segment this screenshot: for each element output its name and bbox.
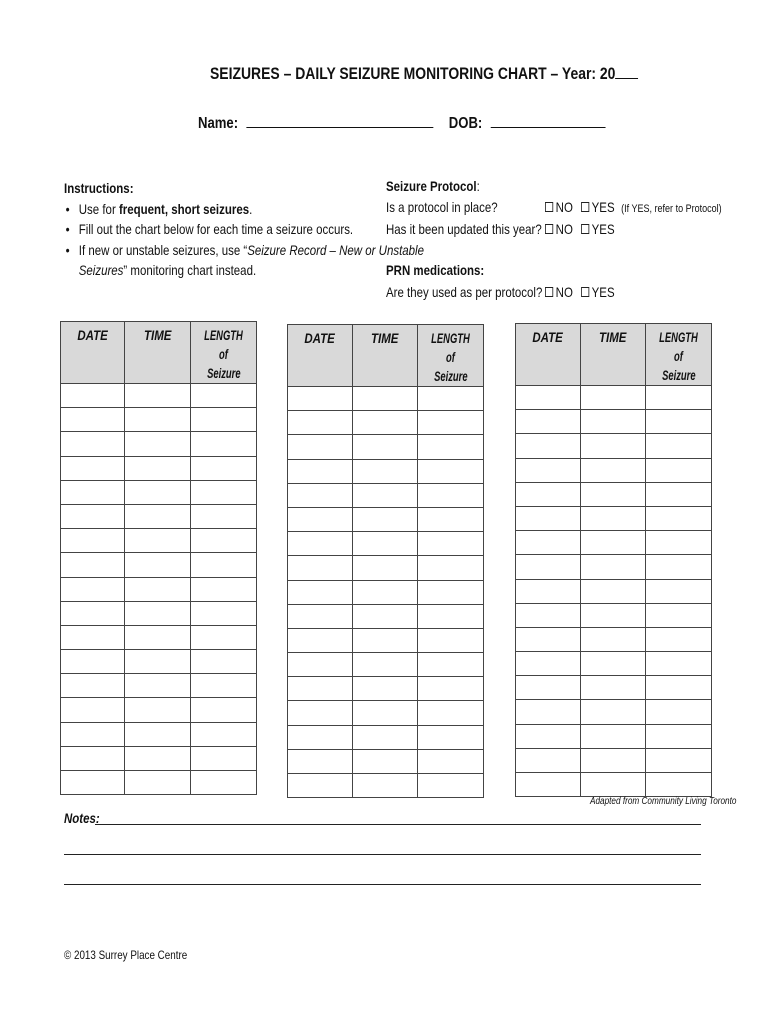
time-cell[interactable]: [125, 456, 191, 480]
table-row: [61, 456, 257, 480]
date-cell[interactable]: [288, 725, 353, 749]
date-cell[interactable]: [288, 556, 353, 580]
date-cell[interactable]: [61, 553, 125, 577]
table-row: [61, 553, 257, 577]
date-cell[interactable]: [288, 411, 353, 435]
length-cell[interactable]: [418, 580, 484, 604]
date-cell[interactable]: [61, 674, 125, 698]
table-row: [516, 531, 712, 555]
table-row: [288, 459, 484, 483]
length-cell[interactable]: [418, 774, 484, 798]
time-cell[interactable]: [581, 555, 646, 579]
date-cell[interactable]: [516, 482, 581, 506]
col-time-header: TIME: [353, 325, 418, 387]
date-cell[interactable]: [61, 601, 125, 625]
time-cell[interactable]: [353, 725, 418, 749]
col-length-header: LENGTH of Seizure: [646, 324, 712, 386]
table-row: [516, 482, 712, 506]
col-length-header: LENGTH of Seizure: [191, 322, 257, 384]
length-cell[interactable]: [191, 746, 257, 770]
table-row: [516, 458, 712, 482]
no-checkbox-3[interactable]: [545, 287, 553, 297]
table-row: [516, 579, 712, 603]
date-cell[interactable]: [288, 749, 353, 773]
col-time-header: TIME: [581, 324, 646, 386]
length-cell[interactable]: [646, 627, 712, 651]
date-cell[interactable]: [61, 384, 125, 408]
notes-label: Notes:: [64, 810, 100, 826]
time-cell[interactable]: [125, 432, 191, 456]
length-cell[interactable]: [418, 435, 484, 459]
length-cell[interactable]: [191, 674, 257, 698]
table-row: [288, 725, 484, 749]
time-cell[interactable]: [581, 579, 646, 603]
protocol-options-1: NO YES (If YES, refer to Protocol): [545, 199, 722, 215]
date-cell[interactable]: [516, 531, 581, 555]
instruction-item-3: • If new or unstable seizures, use “Seizure Record – New or Unstable: [64, 240, 424, 261]
time-cell[interactable]: [581, 410, 646, 434]
time-cell[interactable]: [353, 483, 418, 507]
time-cell[interactable]: [581, 531, 646, 555]
length-cell[interactable]: [418, 725, 484, 749]
time-cell[interactable]: [353, 749, 418, 773]
no-checkbox-1[interactable]: [545, 202, 553, 212]
date-cell[interactable]: [516, 700, 581, 724]
protocol-heading: Seizure Protocol:: [386, 178, 480, 194]
title-text: SEIZURES – DAILY SEIZURE MONITORING CHART – Year: 20: [210, 64, 616, 83]
table-row: [61, 384, 257, 408]
length-cell[interactable]: [191, 432, 257, 456]
date-cell[interactable]: [516, 458, 581, 482]
length-cell[interactable]: [646, 506, 712, 530]
length-cell[interactable]: [646, 434, 712, 458]
date-cell[interactable]: [288, 387, 353, 411]
name-label: Name:: [198, 115, 239, 132]
time-cell[interactable]: [125, 601, 191, 625]
length-cell[interactable]: [418, 749, 484, 773]
table-row: [516, 506, 712, 530]
table-row: [288, 774, 484, 798]
instructions-block: [64, 178, 424, 281]
name-field[interactable]: [247, 113, 434, 128]
length-cell[interactable]: [646, 482, 712, 506]
table-row: [61, 601, 257, 625]
table-row: [516, 748, 712, 772]
time-cell[interactable]: [581, 700, 646, 724]
table-row: [516, 434, 712, 458]
dob-label: DOB:: [448, 115, 483, 132]
time-cell[interactable]: [353, 387, 418, 411]
date-cell[interactable]: [61, 722, 125, 746]
col-date-header: DATE: [61, 322, 125, 384]
date-cell[interactable]: [288, 435, 353, 459]
protocol-question-3: Are they used as per protocol?: [386, 284, 543, 300]
date-cell[interactable]: [288, 459, 353, 483]
date-cell[interactable]: [288, 653, 353, 677]
date-cell[interactable]: [288, 483, 353, 507]
table-row: [288, 749, 484, 773]
table-row: [61, 625, 257, 649]
length-cell[interactable]: [646, 724, 712, 748]
date-cell[interactable]: [61, 480, 125, 504]
date-cell[interactable]: [288, 774, 353, 798]
date-cell[interactable]: [516, 627, 581, 651]
table-row: [288, 580, 484, 604]
date-cell[interactable]: [61, 698, 125, 722]
time-cell[interactable]: [125, 577, 191, 601]
length-cell[interactable]: [191, 384, 257, 408]
time-cell[interactable]: [581, 482, 646, 506]
table-row: [516, 410, 712, 434]
table-row: [288, 556, 484, 580]
table-row: [288, 628, 484, 652]
time-cell[interactable]: [581, 676, 646, 700]
table-row: [61, 698, 257, 722]
table-row: [61, 771, 257, 795]
date-cell[interactable]: [516, 506, 581, 530]
date-cell[interactable]: [61, 529, 125, 553]
time-cell[interactable]: [125, 384, 191, 408]
time-cell[interactable]: [353, 580, 418, 604]
time-cell[interactable]: [125, 771, 191, 795]
table-row: [288, 387, 484, 411]
date-cell[interactable]: [61, 408, 125, 432]
adapted-credit: Adapted from Community Living Toronto: [590, 796, 737, 807]
date-cell[interactable]: [61, 456, 125, 480]
length-cell[interactable]: [418, 532, 484, 556]
date-cell[interactable]: [516, 555, 581, 579]
length-cell[interactable]: [646, 700, 712, 724]
time-cell[interactable]: [125, 698, 191, 722]
date-cell[interactable]: [288, 701, 353, 725]
table-row: [288, 483, 484, 507]
time-cell[interactable]: [125, 625, 191, 649]
length-cell[interactable]: [191, 456, 257, 480]
date-cell[interactable]: [516, 410, 581, 434]
length-cell[interactable]: [418, 604, 484, 628]
date-cell[interactable]: [516, 386, 581, 410]
date-cell[interactable]: [288, 580, 353, 604]
length-cell[interactable]: [191, 529, 257, 553]
length-cell[interactable]: [646, 676, 712, 700]
table-row: [516, 603, 712, 627]
time-cell[interactable]: [125, 408, 191, 432]
protocol-question-1: Is a protocol in place?: [386, 199, 498, 215]
date-cell[interactable]: [516, 652, 581, 676]
table-row: [516, 676, 712, 700]
length-cell[interactable]: [191, 722, 257, 746]
date-cell[interactable]: [516, 579, 581, 603]
table-row: [288, 701, 484, 725]
time-cell[interactable]: [353, 604, 418, 628]
length-cell[interactable]: [418, 483, 484, 507]
date-cell[interactable]: [61, 577, 125, 601]
date-cell[interactable]: [61, 746, 125, 770]
length-cell[interactable]: [191, 480, 257, 504]
time-cell[interactable]: [581, 434, 646, 458]
length-cell[interactable]: [191, 698, 257, 722]
date-cell[interactable]: [516, 603, 581, 627]
length-cell[interactable]: [418, 411, 484, 435]
table-row: [516, 386, 712, 410]
prn-heading: PRN medications:: [386, 262, 485, 278]
time-cell[interactable]: [353, 628, 418, 652]
time-cell[interactable]: [581, 458, 646, 482]
table-row: [516, 627, 712, 651]
protocol-question-2: Has it been updated this year?: [386, 221, 542, 237]
length-cell[interactable]: [418, 507, 484, 531]
time-cell[interactable]: [353, 532, 418, 556]
seizure-table-3: [515, 323, 712, 797]
dob-field[interactable]: [491, 113, 606, 128]
date-cell[interactable]: [516, 724, 581, 748]
length-cell[interactable]: [191, 601, 257, 625]
col-date-header: DATE: [288, 325, 353, 387]
length-cell[interactable]: [418, 387, 484, 411]
table-row: [516, 555, 712, 579]
protocol-options-2: NO YES: [545, 221, 615, 237]
time-cell[interactable]: [125, 529, 191, 553]
table-row: [288, 507, 484, 531]
length-cell[interactable]: [418, 628, 484, 652]
table-row: [288, 532, 484, 556]
time-cell[interactable]: [125, 504, 191, 528]
time-cell[interactable]: [353, 653, 418, 677]
date-cell[interactable]: [61, 432, 125, 456]
instruction-item-2: • Fill out the chart below for each time a seizure occurs.: [64, 219, 424, 240]
time-cell[interactable]: [353, 411, 418, 435]
time-cell[interactable]: [581, 627, 646, 651]
name-dob-row: [198, 113, 606, 133]
length-cell[interactable]: [646, 603, 712, 627]
length-cell[interactable]: [646, 386, 712, 410]
time-cell[interactable]: [125, 722, 191, 746]
time-cell[interactable]: [581, 748, 646, 772]
notes-line-2[interactable]: [64, 854, 701, 855]
time-cell[interactable]: [581, 386, 646, 410]
table-row: [61, 529, 257, 553]
no-checkbox-2[interactable]: [545, 224, 553, 234]
time-cell[interactable]: [125, 746, 191, 770]
protocol-options-3: NO YES: [545, 284, 615, 300]
length-cell[interactable]: [191, 553, 257, 577]
page-title: [210, 64, 638, 84]
table-row: [288, 677, 484, 701]
length-cell[interactable]: [646, 555, 712, 579]
date-cell[interactable]: [61, 650, 125, 674]
time-cell[interactable]: [581, 724, 646, 748]
length-cell[interactable]: [646, 579, 712, 603]
table-row: [61, 674, 257, 698]
table-row: [288, 411, 484, 435]
date-cell[interactable]: [516, 434, 581, 458]
length-cell[interactable]: [646, 458, 712, 482]
length-cell[interactable]: [646, 652, 712, 676]
length-cell[interactable]: [191, 625, 257, 649]
time-cell[interactable]: [353, 677, 418, 701]
time-cell[interactable]: [581, 506, 646, 530]
instruction-item-1: • Use for frequent, short seizures.: [64, 199, 424, 220]
yes-note: (If YES, refer to Protocol): [621, 203, 722, 215]
time-cell[interactable]: [125, 650, 191, 674]
time-cell[interactable]: [353, 435, 418, 459]
date-cell[interactable]: [288, 532, 353, 556]
table-row: [61, 722, 257, 746]
time-cell[interactable]: [125, 553, 191, 577]
date-cell[interactable]: [288, 677, 353, 701]
time-cell[interactable]: [581, 603, 646, 627]
instruction-item-3-cont: Seizures” monitoring chart instead.: [78, 262, 257, 278]
instructions-heading: Instructions:: [64, 180, 134, 196]
table-row: [61, 408, 257, 432]
year-blank[interactable]: [615, 65, 638, 79]
time-cell[interactable]: [353, 556, 418, 580]
table-row: [61, 746, 257, 770]
notes-line-1[interactable]: [95, 824, 701, 825]
table-row: [61, 480, 257, 504]
time-cell[interactable]: [353, 507, 418, 531]
time-cell[interactable]: [581, 773, 646, 797]
table-row: [516, 773, 712, 797]
length-cell[interactable]: [191, 650, 257, 674]
yes-checkbox-3[interactable]: [581, 287, 589, 297]
table-row: [288, 604, 484, 628]
length-cell[interactable]: [418, 459, 484, 483]
length-cell[interactable]: [646, 531, 712, 555]
time-cell[interactable]: [581, 652, 646, 676]
date-cell[interactable]: [516, 676, 581, 700]
date-cell[interactable]: [288, 628, 353, 652]
length-cell[interactable]: [191, 771, 257, 795]
col-time-header: TIME: [125, 322, 191, 384]
col-date-header: DATE: [516, 324, 581, 386]
seizure-table-1: [60, 321, 257, 795]
time-cell[interactable]: [353, 774, 418, 798]
table-row: [61, 504, 257, 528]
table-row: [516, 652, 712, 676]
table-row: [61, 577, 257, 601]
length-cell[interactable]: [418, 556, 484, 580]
table-row: [288, 653, 484, 677]
length-cell[interactable]: [418, 653, 484, 677]
length-cell[interactable]: [646, 773, 712, 797]
length-cell[interactable]: [191, 504, 257, 528]
date-cell[interactable]: [61, 625, 125, 649]
table-row: [516, 700, 712, 724]
length-cell[interactable]: [646, 410, 712, 434]
date-cell[interactable]: [288, 507, 353, 531]
col-length-header: LENGTH of Seizure: [418, 325, 484, 387]
date-cell[interactable]: [288, 604, 353, 628]
date-cell[interactable]: [61, 771, 125, 795]
yes-checkbox-1[interactable]: [581, 202, 589, 212]
time-cell[interactable]: [353, 701, 418, 725]
copyright: © 2013 Surrey Place Centre: [64, 948, 188, 962]
length-cell[interactable]: [418, 701, 484, 725]
notes-line-3[interactable]: [64, 884, 701, 885]
seizure-table-2: [287, 324, 484, 798]
length-cell[interactable]: [418, 677, 484, 701]
table-row: [61, 650, 257, 674]
time-cell[interactable]: [125, 674, 191, 698]
yes-checkbox-2[interactable]: [581, 224, 589, 234]
time-cell[interactable]: [353, 459, 418, 483]
date-cell[interactable]: [516, 748, 581, 772]
table-row: [516, 724, 712, 748]
time-cell[interactable]: [125, 480, 191, 504]
table-row: [288, 435, 484, 459]
date-cell[interactable]: [61, 504, 125, 528]
length-cell[interactable]: [191, 408, 257, 432]
table-row: [61, 432, 257, 456]
length-cell[interactable]: [646, 748, 712, 772]
date-cell[interactable]: [516, 773, 581, 797]
length-cell[interactable]: [191, 577, 257, 601]
